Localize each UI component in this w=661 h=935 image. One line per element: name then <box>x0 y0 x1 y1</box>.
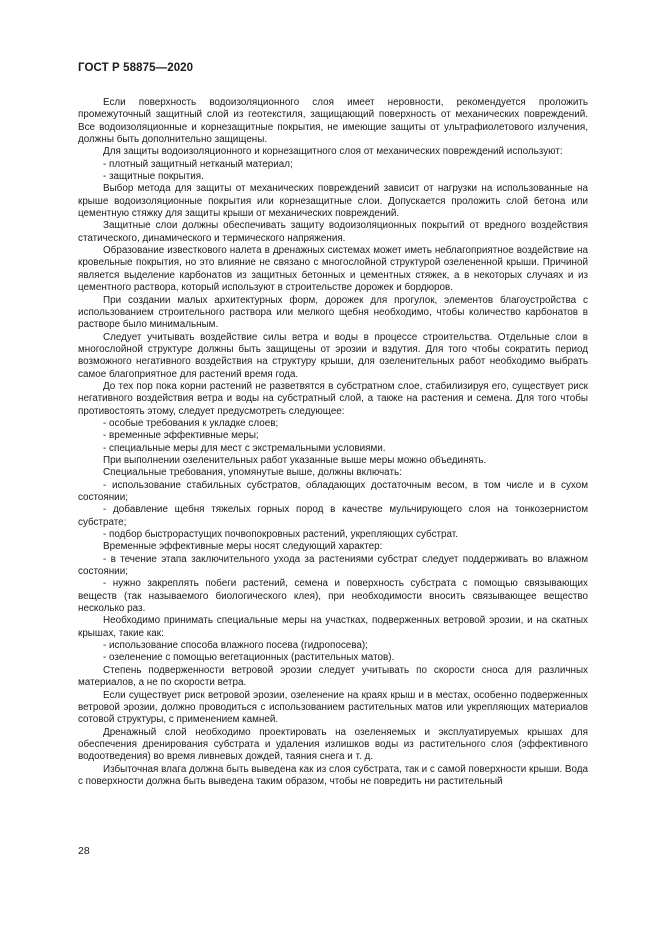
list-item: - использование стабильных субстратов, обладающих достаточным весом, в том числе и в сухом состоянии; <box>78 479 588 503</box>
list-item: - временные эффективные меры; <box>103 430 259 442</box>
paragraph: Необходимо принимать специальные меры на участках, подверженных ветровой эрозии, и на скатных крышах, такие как: <box>78 615 588 639</box>
paragraph: Специальные требования, упомянутые выше, должны включать: <box>103 467 402 479</box>
list-item: - нужно закреплять побеги растений, семена и поверхность субстрата с помощью связывающих веществ (так называемого биологического клея), при необходимости вносить связывающее вещество несколько раз. <box>78 578 588 615</box>
list-item: - подбор быстрорастущих почвопокровных растений, укрепляющих субстрат. <box>103 529 458 541</box>
paragraph: При создании малых архитектурных форм, дорожек для прогулок, элементов благоустройства с использованием строительного раствора или мелкого щебня необходимо, чтобы количество карбонатов в растворе было минимальным. <box>78 294 588 331</box>
list-item: - в течение этапа заключительного ухода за растениями субстрат следует поддерживать во влажном состоянии; <box>78 553 588 578</box>
paragraph: Временные эффективные меры носят следующий характер: <box>103 541 383 553</box>
list-item: - защитные покрытия. <box>103 171 204 183</box>
paragraph: При выполнении озеленительных работ указанные выше меры можно объединять. <box>103 454 487 466</box>
paragraph: Следует учитывать воздействие силы ветра и воды в процессе строительства. Отдельные слои в многослойной структуре должны быть защищены от эрозии и вздутия. Для того чтобы сократить период возможного негативного воздействия на структуру крыши, для озеленительных работ необходимо выбрать самое благоприятное для растений время года. <box>78 331 588 380</box>
paragraph: Если существует риск ветровой эрозии, озеленение на краях крыш и в местах, особенно подверженных ветровой эрозии, должно проводиться с использованием растительных матов или укрепляющих материалов сотовой структуры, с применением камней. <box>78 689 588 726</box>
list-item: - использование способа влажного посева (гидропосева); <box>103 640 368 652</box>
list-item: - озеленение с помощью вегетационных (растительных матов). <box>103 652 395 664</box>
paragraph: Если поверхность водоизоляционного слоя имеет неровности, рекомендуется проложить промежуточный защитный слой из геотекстиля, защищающий поверхность от механических повреждений. Все водоизоляционные и корнезащитные покрытия, не имеющие защиты от ультрафиолетового излучения, должны быть дополнительно защищены. <box>78 97 588 146</box>
body-text <box>78 97 588 788</box>
list-item: - особые требования к укладке слоев; <box>103 417 279 429</box>
list-item: - плотный защитный нетканый материал; <box>103 158 293 170</box>
paragraph: Для защиты водоизоляционного и корнезащитного слоя от механических повреждений используют: <box>103 146 563 158</box>
paragraph: Степень подверженности ветровой эрозии следует учитывать по скорости сноса для различных материалов, а не по скорости ветра. <box>78 664 588 689</box>
list-item: - добавление щебня тяжелых горных пород в качестве мульчирующего слоя на тонкозернистом субстрате; <box>78 504 588 528</box>
paragraph: Дренажный слой необходимо проектировать на озеленяемых и эксплуатируемых крышах для обеспечения дренирования субстрата и удаления излишков воды из растительного слоя (эффективного водоотведения) во время ливневых дождей, таяния снега и т. д. <box>78 726 588 763</box>
paragraph: До тех пор пока корни растений не разветвятся в субстратном слое, стабилизируя его, существует риск негативного воздействия ветра и воды на субстратный слой, а также на растения и семена. Для того чтобы противостоять этому, следует предусмотреть следующее: <box>78 380 588 417</box>
paragraph: Выбор метода для защиты от механических повреждений зависит от нагрузки на использованные на крыше водоизоляционные покрытия или корнезащитные слои. Допускается проложить слой бетона или цементную стяжку для защиты крыши от механических повреждений. <box>78 183 588 220</box>
standard-header: ГОСТ Р 58875—2020 <box>78 62 194 74</box>
paragraph: Защитные слои должны обеспечивать защиту водоизоляционных покрытий от вредного воздействия статического, динамического и термического напряжения. <box>78 220 588 244</box>
paragraph: Образование известкового налета в дренажных системах может иметь неблагоприятное воздействие на кровельные покрытия, но это влияние не связано с многослойной структурой озелененной крыши. Причиной является выделение карбонатов из защитных бетонных и цементных стяжек, а в некоторых случаях и из цементного раствора, который используют в строительстве дорожек и бордюров. <box>78 245 588 294</box>
paragraph: Избыточная влага должна быть выведена как из слоя субстрата, так и с самой поверхности крыши. Вода с поверхности должна быть выведена таким образом, чтобы не повредить ни растительный <box>78 763 588 787</box>
list-item: - специальные меры для мест с экстремальными условиями. <box>103 442 386 454</box>
page-number: 28 <box>78 845 90 857</box>
